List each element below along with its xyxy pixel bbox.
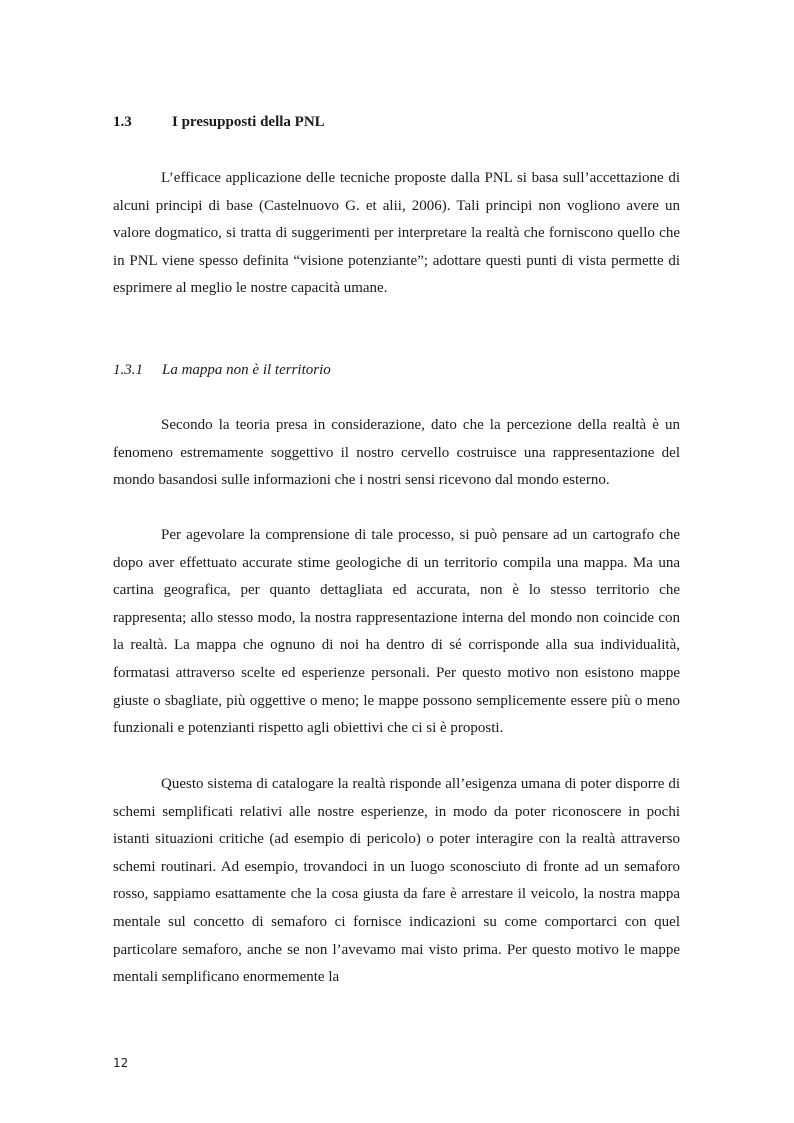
paragraph-intro: L’efficace applicazione delle tecniche proposte dalla PNL si basa sull’accettazione di alcuni principi di base (Castelnuovo G. et alii, 2006). Tali principi non vogliono avere un valore dogmatico, si tratta di suggerimenti per interpretare la realtà che forniscono quello che in PNL viene spesso definita “visione potenziante”; adottare questi punti di vista permette di esprimere al meglio le nostre capacità umane. (113, 170, 680, 297)
section-number: 1.3 (113, 114, 132, 130)
section-title: I presupposti della PNL (172, 114, 325, 130)
subsection-number: 1.3.1 (113, 362, 143, 378)
paragraph-theory: Secondo la teoria presa in considerazione, dato che la percezione della realtà è un fenomeno estremamente soggettivo il nostro cervello costruisce una rappresentazione del mondo basandosi sulle informazioni che i nostri sensi ricevono dal mondo esterno. (113, 417, 680, 489)
paragraph-cartographer: Per agevolare la comprensione di tale processo, si può pensare ad un cartografo che dopo aver effettuato accurate stime geologiche di un territorio compila una mappa. Ma una cartina geografica, per quanto dettagliata ed accurata, non è lo stesso territorio che rappresenta; allo stesso modo, la nostra rappresentazione interna del mondo non coincide con la realtà. La mappa che ognuno di noi ha dentro di sé corrisponde alla sua individualità, formatasi attraverso scelte ed esperienze personali. Per questo motivo non esistono mappe giuste o sbagliate, più oggettive o meno; le mappe possono semplicemente essere più o meno funzionali e potenzianti rispetto agli obiettivi che ci si è proposti. (113, 527, 680, 737)
subsection-title: La mappa non è il territorio (162, 362, 331, 378)
paragraph-catalogue: Questo sistema di catalogare la realtà risponde all’esigenza umana di poter disporre di schemi semplificati relativi alle nostre esperienze, in modo da poter riconoscere in pochi istanti situazioni critiche (ad esempio di pericolo) o poter interagire con la realtà attraverso schemi routinari. Ad esempio, trovandoci in un luogo sconosciuto di fronte ad un semaforo rosso, sappiamo esattamente che la cosa giusta da fare è arrestare il veicolo, la nostra mappa mentale sul concetto di semaforo ci fornisce indicazioni su come comportarci con quel particolare semaforo, anche se non l’avevamo mai visto prima. Per questo motivo le mappe mentali semplificano enormemente la (113, 776, 680, 986)
page-number: 12 (113, 1056, 129, 1070)
